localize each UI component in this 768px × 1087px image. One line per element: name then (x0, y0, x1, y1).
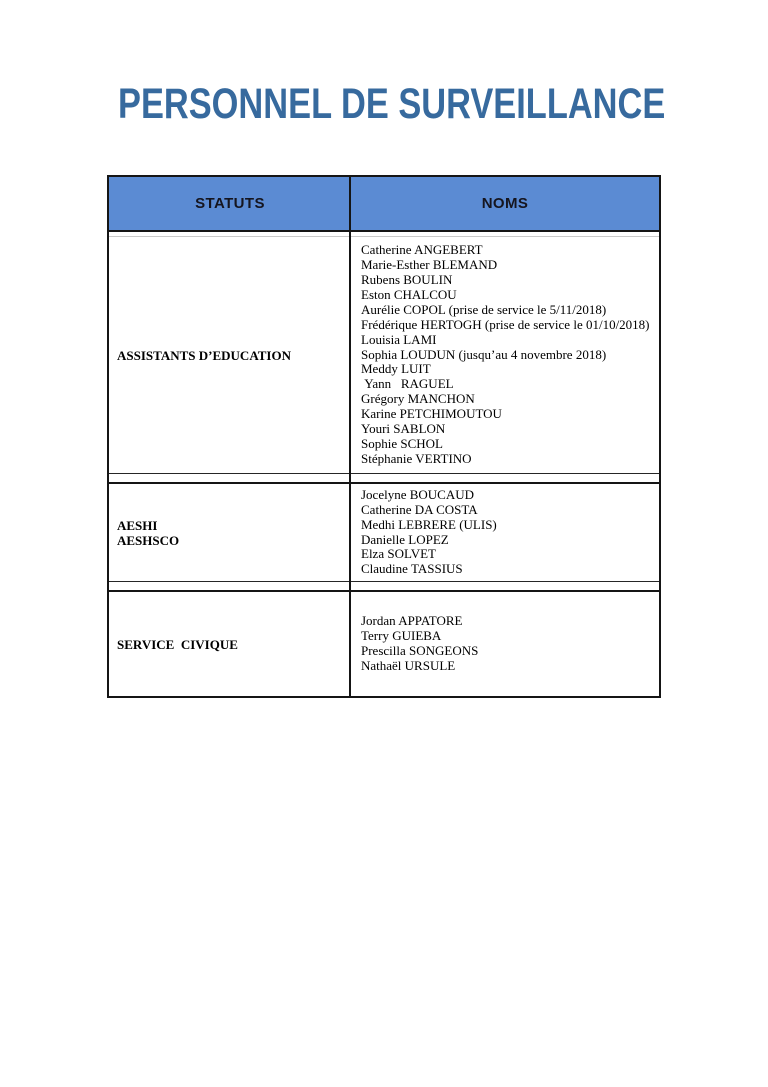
person-name: Louisia LAMI (361, 331, 437, 347)
row-separator (109, 581, 659, 592)
table-row (109, 237, 659, 473)
person-name: Terry GUIEBA (361, 628, 442, 644)
person-name: Catherine ANGEBERT (361, 242, 483, 258)
table-body (109, 237, 659, 696)
person-name: Rubens BOULIN (361, 272, 453, 288)
person-name: Marie-Esther BLEMAND (361, 257, 498, 273)
statut-cell (109, 592, 351, 696)
person-name: Medhi LEBRERE (ULIS) (361, 516, 497, 532)
person-name: Nathaël URSULE (361, 657, 456, 673)
person-name: Claudine TASSIUS (361, 561, 463, 577)
column-divider (349, 177, 351, 696)
row-separator (109, 473, 659, 484)
table-row (109, 592, 659, 696)
person-name: Elza SOLVET (361, 546, 436, 562)
noms-cell (351, 484, 659, 581)
statut-cell (109, 237, 351, 473)
person-name: Sophie SCHOL (361, 435, 443, 451)
statut-label: AESHI (117, 517, 158, 533)
person-name: Sophia LOUDUN (jusqu’au 4 novembre 2018) (361, 346, 607, 362)
person-name: Jocelyne BOUCAUD (361, 486, 475, 502)
noms-cell (351, 592, 659, 696)
person-name: Jordan APPATORE (361, 613, 463, 629)
personnel-table (107, 175, 661, 698)
page-title: PERSONNEL DE SURVEILLANCE (118, 80, 666, 128)
person-name: Yann RAGUEL (361, 376, 454, 392)
column-header-noms: NOMS (481, 195, 529, 212)
person-name: Frédérique HERTOGH (prise de service le 01/10/2018) (361, 316, 650, 332)
statut-label: ASSISTANTS D’EDUCATION (117, 347, 291, 363)
table-header-row (109, 177, 659, 230)
person-name: Eston CHALCOU (361, 286, 457, 302)
table-row (109, 484, 659, 581)
person-name: Meddy LUIT (361, 361, 431, 377)
person-name: Youri SABLON (361, 421, 446, 437)
person-name: Aurélie COPOL (prise de service le 5/11/2018) (361, 301, 607, 317)
statut-label: AESHSCO (117, 532, 180, 548)
person-name: Danielle LOPEZ (361, 531, 449, 547)
person-name: Catherine DA COSTA (361, 501, 478, 517)
person-name: Stéphanie VERTINO (361, 450, 472, 466)
column-header-statuts: STATUTS (195, 195, 265, 212)
header-separator (109, 230, 659, 237)
statut-cell (109, 484, 351, 581)
person-name: Karine PETCHIMOUTOU (361, 406, 502, 422)
statut-label: SERVICE CIVIQUE (117, 636, 238, 652)
person-name: Prescilla SONGEONS (361, 643, 479, 658)
noms-cell (351, 237, 659, 473)
person-name: Grégory MANCHON (361, 391, 475, 407)
